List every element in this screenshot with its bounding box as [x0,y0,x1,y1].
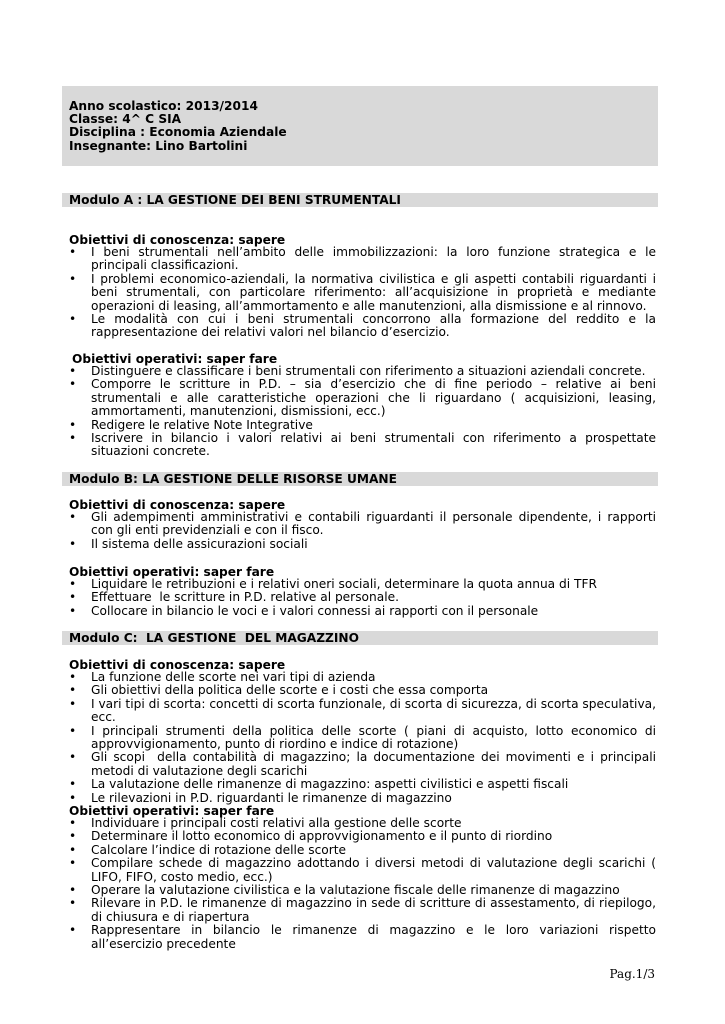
list-item [69,723,660,752]
bullet-icon: • [69,750,77,765]
module-b-title: Modulo B: LA GESTIONE DELLE RISORSE UMANE [69,472,397,486]
list-item-text: Gli scopi della contabilità di magazzino; la documentazione dei movimenti e i principali metodi di valutazione degli scarichi [91,750,660,778]
module-c-operative-heading: Obiettivi operativi: saper fare [69,804,275,818]
list-item-text: Distinguere e classificare i beni strumentali con riferimento a situazioni aziendali concrete. [91,364,646,378]
bullet-icon: • [69,603,77,618]
list-item-text: Gli obiettivi della politica delle scorte e i costi che essa comporta [91,683,489,698]
list-item [69,817,656,830]
list-item [69,923,660,951]
list-item-text: I problemi economico-aziendali, la normativa civilistica e gli aspetti contabili riguardanti i beni strumentali, con particolare riferimento: all’acquisizione in proprietà e mediante operazioni di leasing, all’ammortamento e alle manutenzioni, alla dismissione e al rinnovo. [91,271,660,313]
list-item [69,312,660,340]
list-item [69,750,660,778]
list-item [69,245,660,273]
bullet-icon: • [69,683,77,698]
list-item-text: Rilevare in P.D. le rimanenze di magazzino in sede di scritture di assestamento, di riepilogo, di chiusura e di riapertura [91,896,660,924]
list-item [69,538,656,551]
module-a-knowledge-list [69,245,660,340]
class: Classe: 4^ C SIA [69,112,182,126]
list-item-text: I beni strumentali nell’ambito delle immobilizzazioni: la loro funzione strategica e le principali classificazioni. [91,245,660,273]
teacher: Insegnante: Lino Bartolini [69,139,248,153]
list-item-text: I vari tipi di scorta: concetti di scorta funzionale, di scorta di sicurezza, di scorta speculativa, ecc. [91,696,660,725]
list-item-text: Determinare il lotto economico di approvvigionamento e il punto di riordino [91,829,553,844]
list-item [69,271,660,313]
module-c-knowledge-list [69,670,660,805]
bullet-icon: • [69,364,77,378]
list-item [69,431,660,459]
bullet-icon: • [69,245,77,259]
list-item-text: La funzione delle scorte nei vari tipi di azienda [91,670,376,684]
list-item-text: Comporre le scritture in P.D. – sia d’esercizio che di fine periodo – relative ai beni strumentali e alle caratteristiche operazioni che li riguardano ( acquisizioni, leasing, ammortamenti, manutenzioni, dismissioni, ecc.) [91,377,660,419]
list-item-text: Compilare schede di magazzino adottando i diversi metodi di valutazione degli scarichi ( LIFO, FIFO, costo medio, ecc.) [91,856,660,884]
list-item [69,510,660,538]
list-item [69,696,660,725]
bullet-icon: • [69,723,77,738]
bullet-icon: • [69,417,77,432]
list-item-text: I principali strumenti della politica delle scorte ( piani di acquisto, lotto economico di approvvigionamento, punto di riordino e indice di rotazione) [91,723,660,752]
list-item [69,605,656,618]
list-item-text: Iscrivere in bilancio i valori relativi ai beni strumentali con riferimento a prospettate situazioni concrete. [91,431,660,459]
bullet-icon: • [69,577,77,591]
list-item [69,684,656,697]
list-item-text: Collocare in bilancio le voci e i valori connessi ai rapporti con il personale [91,603,539,618]
list-item [69,856,660,884]
list-item-text: Il sistema delle assicurazioni sociali [91,536,308,551]
bullet-icon: • [69,431,77,446]
module-b-operative-list [69,578,656,618]
bullet-icon: • [69,856,77,871]
list-item [69,419,656,432]
module-b-knowledge-heading: Obiettivi di conoscenza: sapere [69,498,286,512]
list-item-text: Operare la valutazione civilistica e la valutazione fiscale delle rimanenze di magazzino [91,883,620,898]
bullet-icon: • [69,896,77,911]
module-c-operative-list [69,816,660,951]
module-b-knowledge-list [69,510,660,551]
bullet-icon: • [69,536,77,551]
list-item [69,844,656,857]
list-item-text: Le modalità con cui i beni strumentali concorrono alla formazione del reddito e la rappresentazione dei relativi valori nel bilancio d’esercizio. [91,312,660,340]
list-item-text: Redigere le relative Note Integrative [91,417,313,432]
module-c-knowledge-heading: Obiettivi di conoscenza: sapere [69,658,286,672]
module-a-knowledge-heading: Obiettivi di conoscenza: sapere [69,233,286,247]
list-item-text: Effettuare le scritture in P.D. relative al personale. [91,590,399,605]
bullet-icon: • [69,923,77,938]
school-year: Anno scolastico: 2013/2014 [69,99,258,113]
bullet-icon: • [69,696,77,711]
subject: Disciplina : Economia Aziendale [69,125,287,139]
list-item [69,671,656,684]
list-item [69,377,660,419]
bullet-icon: • [69,377,77,392]
module-a-operative-heading: Obiettivi operativi: saper fare [72,352,278,366]
list-item [69,778,656,791]
page-number: Pag.1/3 [609,967,655,981]
list-item-text: Gli adempimenti amministrativi e contabili riguardanti il personale dipendente, i rapporti con gli enti previdenziali e con il fisco. [91,510,660,538]
bullet-icon: • [69,883,77,898]
bullet-icon: • [69,271,77,286]
bullet-icon: • [69,777,77,792]
bullet-icon: • [69,590,77,605]
list-item [69,365,656,378]
list-item [69,884,656,897]
bullet-icon: • [69,312,77,327]
list-item [69,578,656,591]
bullet-icon: • [69,829,77,844]
list-item [69,591,656,604]
bullet-icon: • [69,842,77,857]
list-item [69,896,660,924]
list-item-text: Individuare i principali costi relativi alla gestione delle scorte [91,816,462,830]
list-item [69,830,656,843]
module-b-operative-heading: Obiettivi operativi: saper fare [69,565,275,579]
bullet-icon: • [69,790,77,805]
list-item-text: Calcolare l’indice di rotazione delle scorte [91,842,347,857]
bullet-icon: • [69,816,77,830]
bullet-icon: • [69,510,77,524]
list-item-text: Le rilevazioni in P.D. riguardanti le rimanenze di magazzino [91,790,452,805]
list-item-text: Liquidare le retribuzioni e i relativi oneri sociali, determinare la quota annua di TFR [91,577,597,591]
bullet-icon: • [69,670,77,684]
module-c-title: Modulo C: LA GESTIONE DEL MAGAZZINO [69,631,359,645]
list-item-text: Rappresentare in bilancio le rimanenze di magazzino e le loro variazioni rispetto all’esercizio precedente [91,923,660,951]
module-a-title: Modulo A : LA GESTIONE DEI BENI STRUMENTALI [69,193,401,207]
module-a-operative-list [69,364,660,459]
list-item-text: La valutazione delle rimanenze di magazzino: aspetti civilistici e aspetti fiscali [91,777,569,792]
